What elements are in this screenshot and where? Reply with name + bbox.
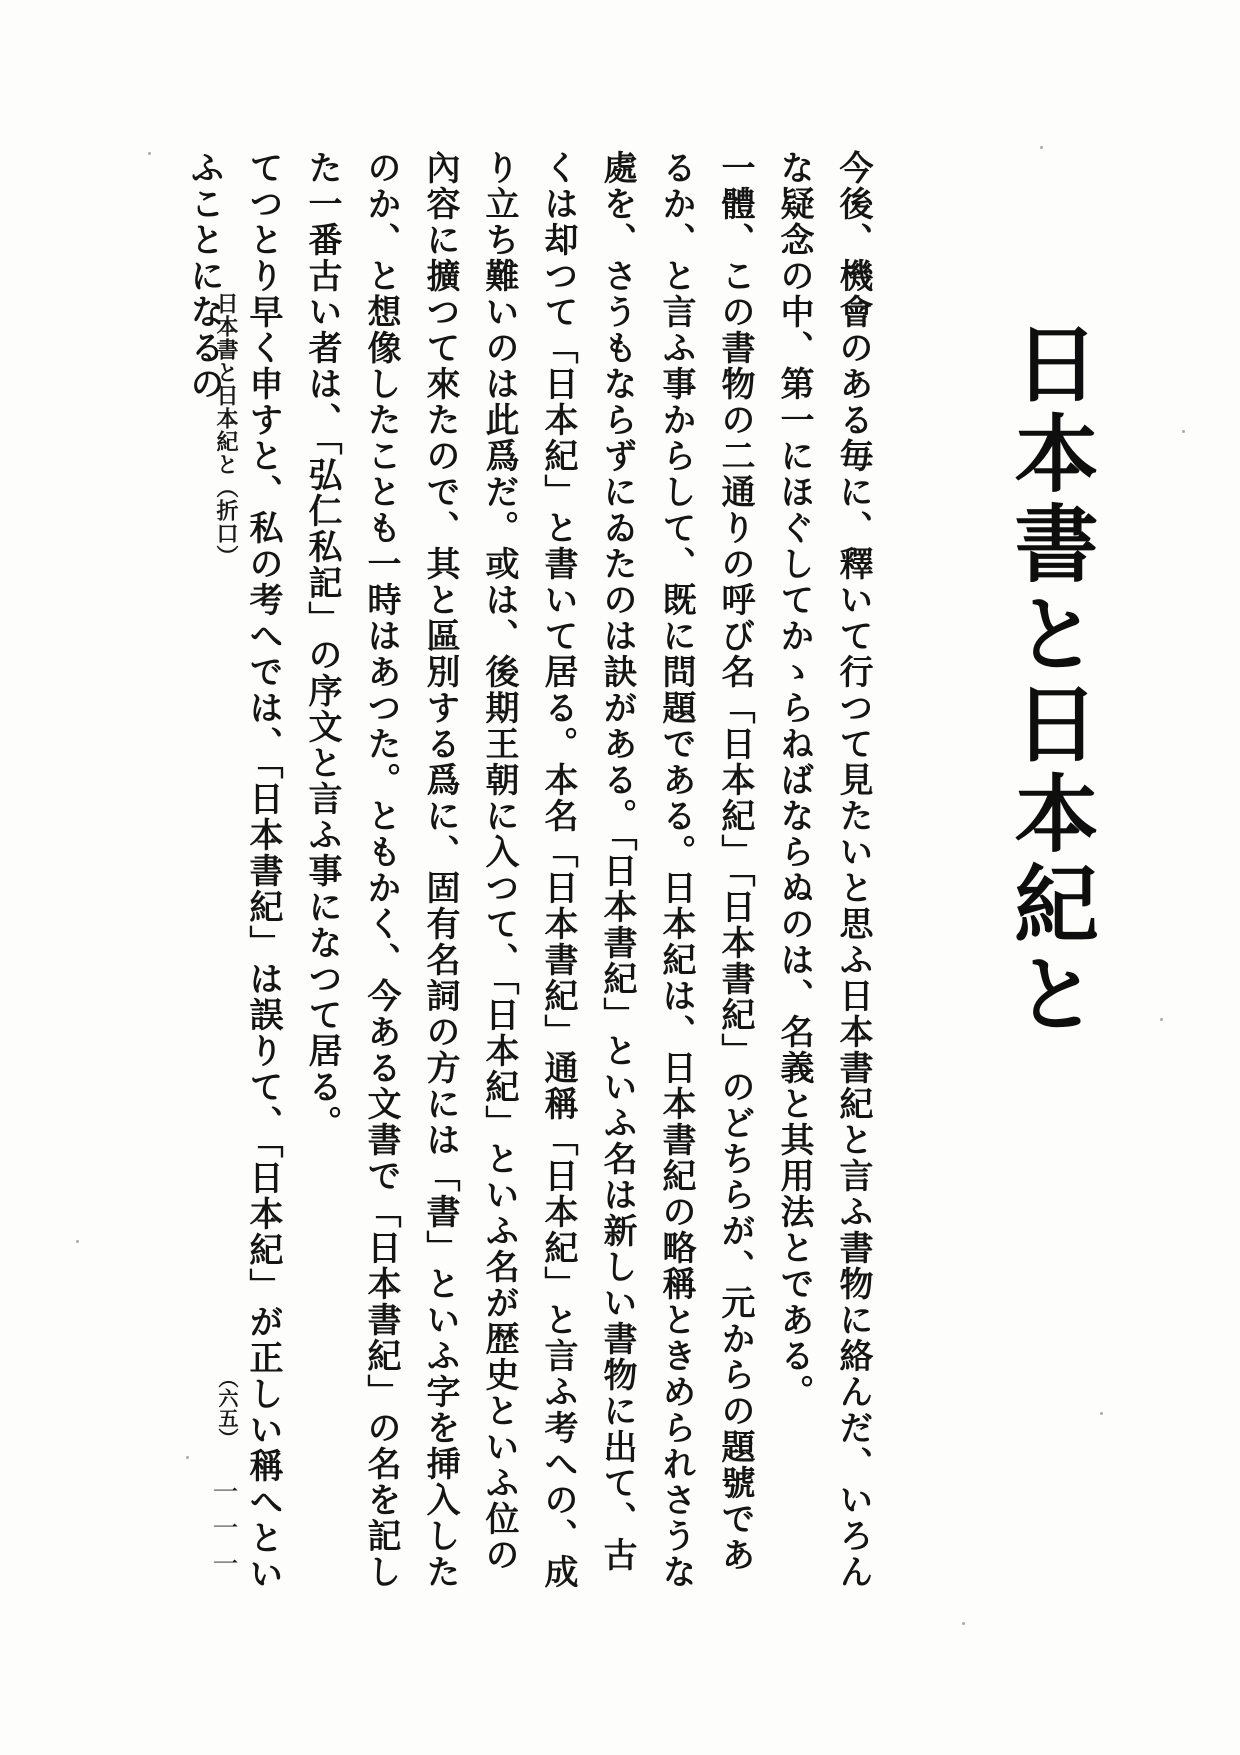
- paragraph-3: てつとり早く申すと、私の考へでは、「日本書紀」は誤りて、「日本紀」が正しい稱へといふことになるの: [184, 150, 283, 1592]
- page-number: （六五）: [215, 1368, 239, 1448]
- running-footer: 日本書と日本紀と（折口）: [213, 292, 239, 568]
- scan-speck: [1040, 146, 1043, 149]
- scan-speck: [1182, 430, 1185, 433]
- paragraph-1: 今後、機會のある毎に、釋いて行つて見たいと思ふ日本書紀と言ふ書物に絡んだ、いろんな疑念の中、第一にほぐしてかゝらねばならぬのは、名義と其用法とである。: [774, 150, 873, 1590]
- scan-speck: [1100, 1412, 1103, 1415]
- paragraph-2: 一體、この書物の二通りの呼び名「日本紀」「日本書紀」のどちらが、元からの題號であるか、と言ふ事からして、既に問題である。日本紀は、日本書紀の略稱ときめられさうな處を、さうもならずにゐたのは訣がある。「日本書紀」といふ名は新しい書物に出て、古くは却つて「日本紀」と書いて居る。本名「日本書紀」通稱「日本紀」と言ふ考への、成り立ち難いのは此爲だ。或は、後期王朝に入つて、「日本紀」といふ名が歴史といふ位の內容に擴つて來たので、其と區別する爲に、固有名詞の方には「書」といふ字を挿入したのか、と想像したことも一時はあつた。ともかく、今ある文書で「日本書紀」の名を記した一番古い者は、「弘仁私記」の序文と言ふ事になつて居る。: [302, 150, 755, 1590]
- scan-speck: [76, 1240, 79, 1243]
- scan-speck: [148, 152, 151, 155]
- chapter-title: 日本書と日本紀と: [1001, 320, 1100, 1040]
- scan-speck: [1160, 1018, 1163, 1021]
- scan-speck: [962, 1622, 965, 1625]
- folio-number: 一一一: [208, 1478, 238, 1586]
